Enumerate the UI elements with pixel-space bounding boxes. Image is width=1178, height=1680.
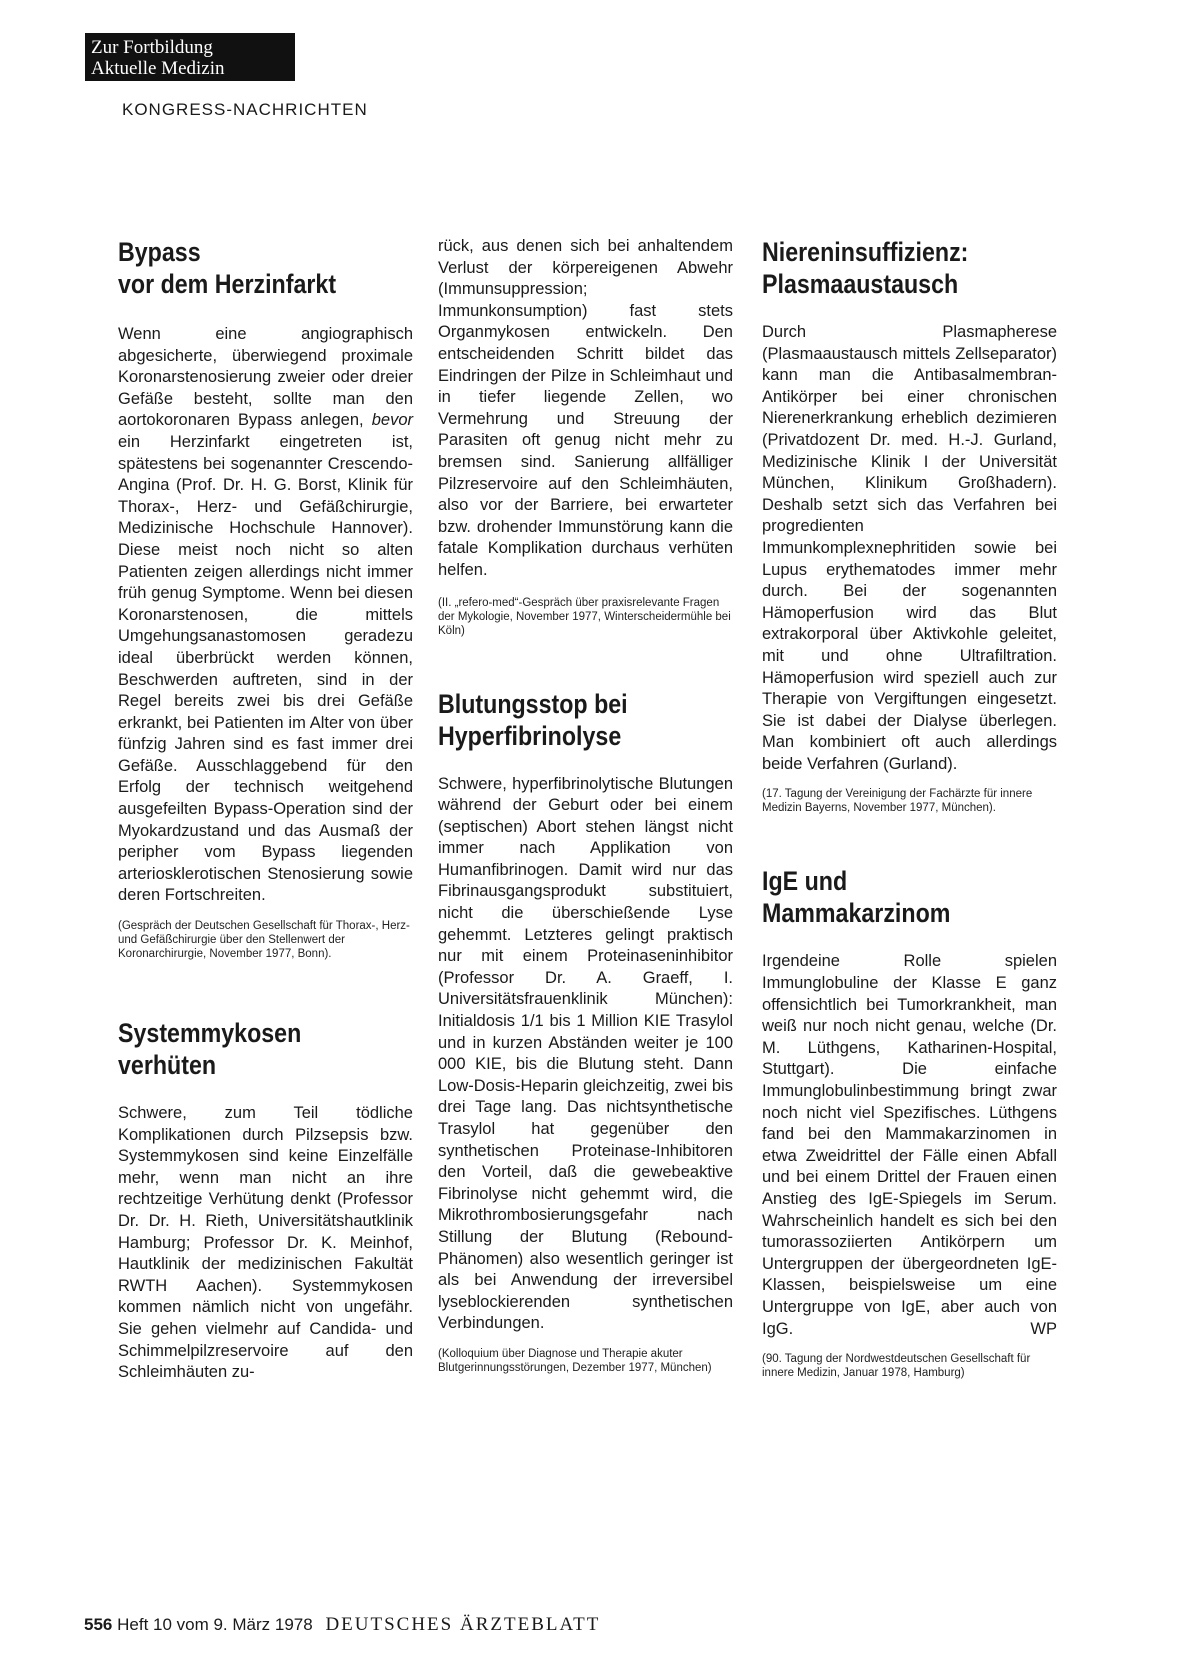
rubric-line-2: Aktuelle Medizin [91,58,225,79]
article-source: (90. Tagung der Nordwestdeutschen Gesellschaft für innere Medizin, Januar 1978, Hamburg) [762,1353,1031,1380]
article-niereninsuffizienz [762,236,1057,815]
article-source: (II. „refero-med“-Gespräch über praxisrelevante Fragen der Mykologie, November 1977, Winterscheidermühle bei Köln) [438,596,731,637]
article-body-continued: rück, aus denen sich bei anhaltendem Verlust der körpereigenen Abwehr (Immunsuppression; Immunkonsumption) fast stets Organmykosen entwickeln. Den entscheidenden Schritt bildet das Eindringen der Pilze in Schleimhaut und in tiefer liegende Zellen, wo Vermehrung und Streuung der Parasiten oft genug nicht mehr zu bremsen sind. Sanierung allfälliger Pilzreservoire auf den Schleimhäuten, also vor der Barriere, bei erwarteter bzw. drohender Immunstörung kann die fatale Komplikation durchaus verhüten helfen. [438,237,733,579]
section-label: KONGRESS-NACHRICHTEN [122,100,368,119]
article-source: (Gespräch der Deutschen Gesellschaft für Thorax-, Herz- und Gefäßchirurgie über den Stellenwert der Koronarchirurgie, November 1977, Bonn). [118,920,410,961]
article-systemmykosen-part1 [118,1017,413,1384]
article-title: Niereninsuffizienz: Plasmaaustausch [762,237,969,299]
article-body: Wenn eine angiographisch abgesicherte, überwiegend proximale Koronarstenosierung zweier oder dreier Gefäße besteht, sollte man den aortokoronaren Bypass anlegen, bevor ein Herzinfarkt eingetreten ist, spätestens bei sogenannter Crescendo-Angina (Prof. Dr. H. G. Borst, Klinik für Thorax-, Herz- und Gefäßchirurgie, Medizinische Hochschule Hannover). Diese meist noch nicht so alten Patienten zeigen allerdings nicht immer früh genug Symptome. Wenn bei diesen Koronarstenosen, die mittels Umgehungsanastomosen geradezu ideal überbrückt werden können, Beschwerden auftreten, sind in der Regel bereits zwei bis drei Gefäße erkrankt, bei Patienten im Alter von über fünfzig Jahren sind es fast immer drei Gefäße. Ausschlaggebend für den Erfolg der technisch weitgehend ausgefeilten Bypass-Operation sind der Myokardzustand und das Ausmaß der peripher vom Bypass liegenden arteriosklerotischen Stenosierung sowie deren Fortschreiten. [118,325,413,905]
column-3 [762,236,1057,1380]
article-title: Bypass vor dem Herzinfarkt [118,237,337,299]
rubric-line-1: Zur Fortbildung [91,37,213,58]
article-blutungsstop [438,688,733,1375]
journal-name: DEUTSCHES ÄRZTEBLATT [325,1614,601,1635]
column-1 [118,236,413,1384]
article-title: Systemmykosen verhüten [118,1018,302,1081]
article-title: Blutungsstop bei Hyperfibrinolyse [438,688,628,751]
article-body: Durch Plasmapherese (Plasmaaustausch mittels Zellseparator) kann man die Antibasalmembran-Antikörper bei einer chronischen Nierenerkrankung erheblich dezimieren (Privatdozent Dr. med. H.-J. Gurland, Medizinische Klinik I der Universität München, Klinikum Großhadern). Deshalb setzt sich das Verfahren bei progredienten Immunkomplexnephritiden sowie bei Lupus erythematodes immer mehr durch. Bei der sogenannten Hämoperfusion wird das Blut extrakorporal über Aktivkohle geleitet, mit und ohne Ultrafiltration. Hämoperfusion wird speziell auch zur Therapie von Vergiftungen eingesetzt. Sie ist dabei der Dialyse überlegen. Man kombiniert oft auch allerdings beide Verfahren (Gurland). [762,323,1057,773]
article-body: Irgendeine Rolle spielen Immunglobuline der Klasse E ganz offensichtlich bei Tumorkrankheit, man weiß nur noch nicht genau, welche (Dr. M. Lüthgens, Katharinen-Hospital, Stuttgart). Die einfache Immunglobulinbestimmung bringt zwar noch nicht viel Spezifisches. Lüthgens fand bei den Mammakarzinomen in etwa Zweidrittel der Fälle einen Abfall und bei einem Drittel der Frauen einen Anstieg des IgE-Spiegels im Serum. Wahrscheinlich handelt es sich bei den tumorassoziierten Antikörpern um Untergruppen der übergeordneten IgE-Klassen, beispielsweise um eine Untergruppe von IgE, aber auch von IgG. WP [762,951,1057,1340]
article-body: Schwere, zum Teil tödliche Komplikationen durch Pilzsepsis bzw. Systemmykosen sind keine Einzelfälle mehr, wenn man nicht an ihre rechtzeitige Verhütung denkt (Professor Dr. Dr. H. Rieth, Universitätshautklinik Hamburg; Professor Dr. K. Meinhof, Hautklinik der medizinischen Fakultät RWTH Aachen). Systemmykosen kommen nämlich nicht von ungefähr. Sie gehen vielmehr auf Candida- und Schimmelpilzreservoire auf den Schleimhäuten zu- [118,1104,413,1382]
article-bypass [118,236,413,961]
column-2 [438,236,733,1375]
article-title: IgE und Mammakarzinom [762,866,951,929]
page-footer [84,1614,600,1636]
article-body: Schwere, hyperfibrinolytische Blutungen während der Geburt oder bei einem (septischen) Abort stehen längst nicht immer nach Applikation von Humanfibrinogen. Damit wird nur das Fibrinausgangsprodukt substituiert, nicht die überschießende Lyse gehemmt. Letzteres gelingt praktisch nur mit einem Proteinaseninhibitor (Professor Dr. A. Graeff, I. Universitätsfrauenklinik München): Initialdosis 1/1 bis 1 Million KIE Trasylol und in kurzen Abständen weiter je 100 000 KIE, bis die Blutung steht. Dann Low-Dosis-Heparin gleichzeitig, zwei bis drei Tage lang. Das nichtsynthetische Trasylol hat gegenüber den synthetischen Proteinase-Inhibitoren den Vorteil, daß die gewebeaktive Fibrinolyse nicht gehemmt wird, die Mikrothrombosierungsgefahr nach Stillung der Blutung (Rebound-Phänomen) also wesentlich geringer ist als bei Anwendung der irreversibel lyseblockierenden synthetischen Verbindungen. [438,774,733,1333]
rubric-badge [85,33,295,81]
article-source: (Kolloquium über Diagnose und Therapie akuter Blutgerinnungsstörungen, Dezember 1977, München) [438,1347,712,1374]
article-ige [762,865,1057,1380]
article-source: (17. Tagung der Vereinigung der Fachärzte für innere Medizin Bayerns, November 1977, München). [762,788,1033,815]
author-initials: WP [1030,1319,1057,1338]
issue-info: Heft 10 vom 9. März 1978 [117,1615,313,1634]
page-number: 556 [84,1615,113,1634]
article-systemmykosen-part2 [438,236,733,638]
